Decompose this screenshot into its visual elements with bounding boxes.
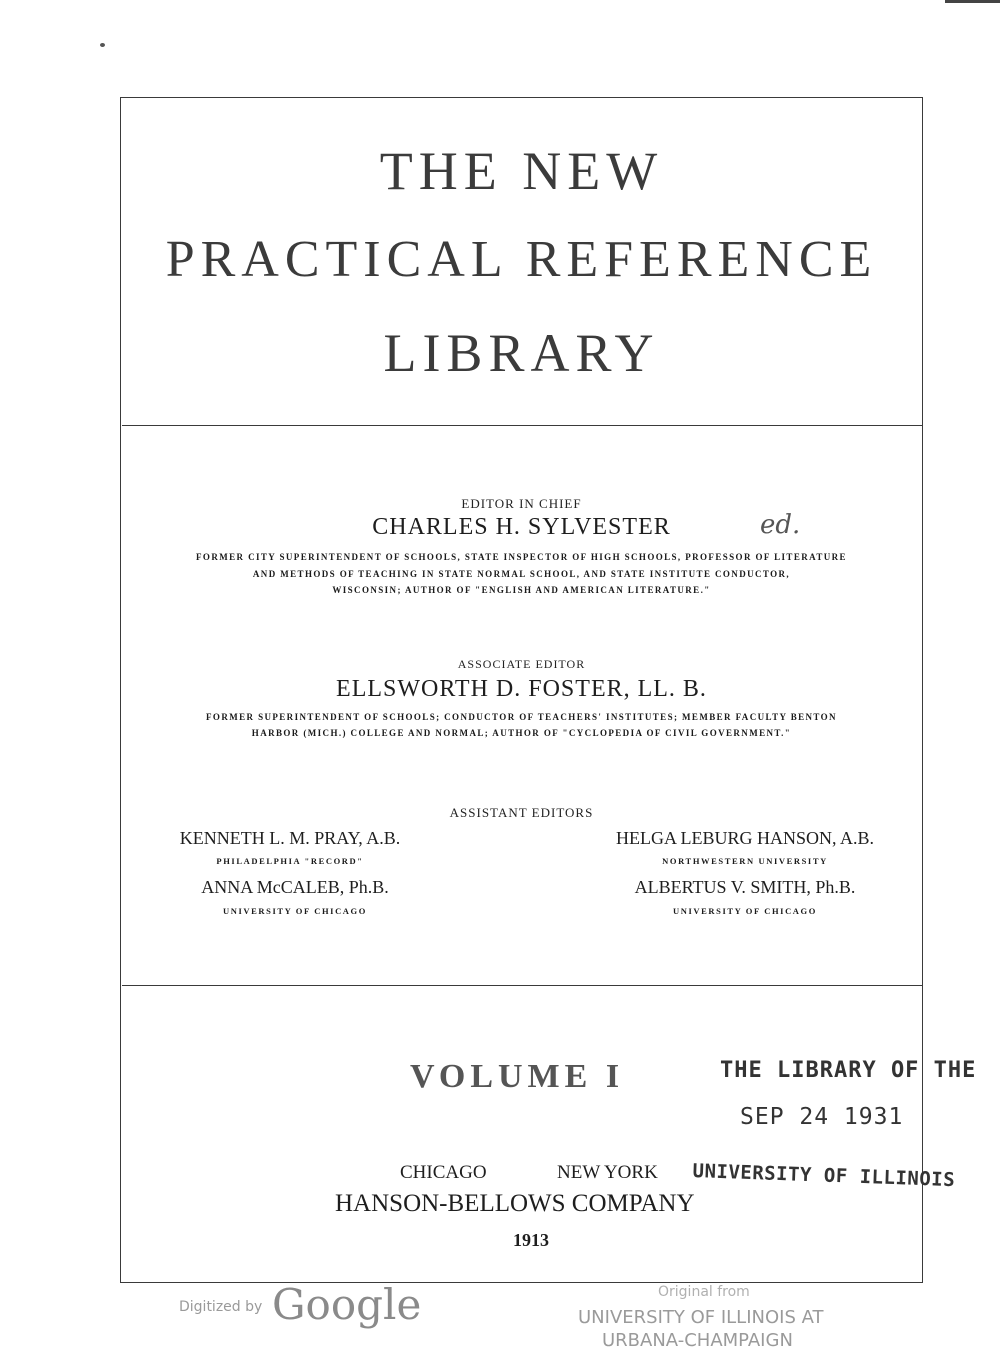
- original-from-text: Original from: [658, 1284, 750, 1300]
- editor-in-chief-credentials-2: AND METHODS OF TEACHING IN STATE NORMAL SCHOOL, AND STATE INSTITUTE CONDUCTOR,: [252, 569, 791, 579]
- title-line-2: PRACTICAL REFERENCE: [165, 231, 878, 288]
- associate-editor-name: ELLSWORTH D. FOSTER, LL. B.: [336, 676, 707, 702]
- editor-in-chief-label: EDITOR IN CHIEF: [461, 496, 582, 511]
- institution-line-1: UNIVERSITY OF ILLINOIS AT: [578, 1307, 824, 1328]
- assistant-editor-affiliation: UNIVERSITY OF CHICAGO: [223, 906, 367, 916]
- associate-editor-credentials-2: HARBOR (MICH.) COLLEGE AND NORMAL; AUTHOR OF "CYCLOPEDIA OF CIVIL GOVERNMENT.": [251, 728, 792, 738]
- assistant-editor-affiliation: NORTHWESTERN UNIVERSITY: [662, 856, 828, 866]
- library-stamp-line-1: THE LIBRARY OF THE: [720, 1058, 977, 1083]
- assistant-editor-affiliation: UNIVERSITY OF CHICAGO: [673, 906, 817, 916]
- editor-in-chief-credentials-3: WISCONSIN; AUTHOR OF "ENGLISH AND AMERICAN LITERATURE.": [332, 585, 711, 595]
- institution-line-2: URBANA-CHAMPAIGN: [602, 1330, 793, 1351]
- handwritten-annotation: ed.: [760, 510, 801, 540]
- publisher-city-new-york: NEW YORK: [557, 1162, 658, 1183]
- assistant-editor-affiliation: PHILADELPHIA "RECORD": [216, 856, 364, 866]
- title-line-1: THE NEW: [379, 141, 664, 201]
- library-stamp-date: SEP 24 1931: [740, 1104, 904, 1130]
- scan-edge-mark: [945, 0, 1000, 3]
- associate-editor-credentials-1: FORMER SUPERINTENDENT OF SCHOOLS; CONDUCTOR OF TEACHERS' INSTITUTES; MEMBER FACULTY BENTON: [206, 712, 837, 722]
- google-logo: Google: [272, 1280, 422, 1329]
- digitized-by-text: Digitized by: [179, 1299, 263, 1315]
- library-stamp-line-3: UNIVERSITY OF ILLINOIS: [692, 1160, 956, 1192]
- publisher-city-chicago: CHICAGO: [400, 1162, 487, 1183]
- scan-speck: [100, 43, 105, 47]
- publication-year: 1913: [513, 1230, 549, 1250]
- divider-rule-bottom: [122, 985, 922, 986]
- assistant-editor-name: HELGA LEBURG HANSON, A.B.: [615, 828, 874, 848]
- assistant-editor-name: ALBERTUS V. SMITH, Ph.B.: [634, 877, 856, 897]
- assistant-editors-label: ASSISTANT EDITORS: [449, 805, 594, 820]
- divider-rule-top: [122, 425, 922, 426]
- editor-in-chief-name: CHARLES H. SYLVESTER: [372, 514, 671, 540]
- assistant-editor-name: KENNETH L. M. PRAY, A.B.: [179, 828, 401, 848]
- editor-in-chief-credentials-1: FORMER CITY SUPERINTENDENT OF SCHOOLS, STATE INSPECTOR OF HIGH SCHOOLS, PROFESSOR OF LITERATURE: [196, 552, 847, 562]
- associate-editor-label: ASSOCIATE EDITOR: [457, 657, 586, 671]
- assistant-editor-name: ANNA McCALEB, Ph.B.: [201, 877, 389, 897]
- title-line-3: LIBRARY: [383, 323, 660, 383]
- publisher-name: HANSON-BELLOWS COMPANY: [335, 1190, 695, 1217]
- volume-number: VOLUME I: [410, 1058, 625, 1095]
